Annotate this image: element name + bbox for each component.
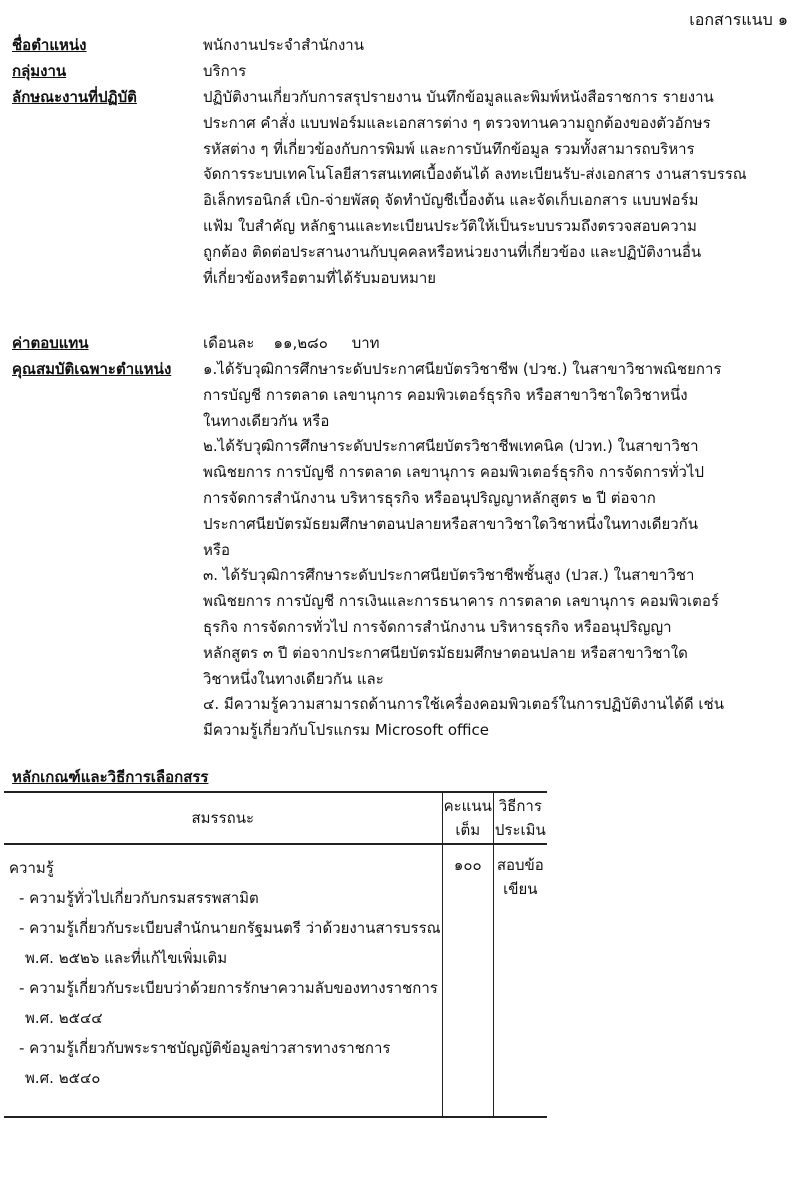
table-header-row (4, 792, 547, 844)
duties-text (203, 85, 747, 291)
qualification-line: ๑.ได้รับวุฒิการศึกษาระดับประกาศนียบัตรวิชาชีพ (ปวช.) ในสาขาวิชาพณิชยการ (203, 360, 722, 378)
qualification-line: ธุรกิจ การจัดการทั่วไป การจัดการสำนักงาน บริหารธุรกิจ หรืออนุปริญญา (203, 617, 672, 636)
header-competency: สมรรถนะ (4, 792, 442, 844)
competency-line: พ.ศ. ๒๕๔๐ (25, 1069, 101, 1087)
qualification-line: ในทางเดียวกัน หรือ (203, 411, 330, 430)
group-label: กลุ่มงาน (12, 62, 67, 80)
header-method: วิธีการประเมิน (493, 792, 546, 844)
compensation-value: เดือนละ ๑๑,๒๘๐ บาท (203, 334, 380, 352)
qualification-line: วิชาหนึ่งในทางเดียวกัน และ (203, 669, 384, 688)
compensation-label: ค่าตอบแทน (12, 334, 89, 352)
qualification-line: พณิชยการ การบัญชี การตลาด เลขานุการ คอมพิวเตอร์ธุรกิจ การจัดการทั่วไป (203, 463, 704, 482)
competency-line: ความรู้ (9, 859, 54, 877)
qualification-line: การจัดการสำนักงาน บริหารธุรกิจ หรืออนุปริญญาหลักสูตร ๒ ปี ต่อจาก (203, 488, 656, 507)
attachment-label: เอกสารแนบ ๑ (689, 10, 788, 29)
duties-line: แฟ้ม ใบสำคัญ หลักฐานและทะเบียนประวัติให้เป็นระบบรวมถึงตรวจสอบความ (203, 216, 697, 235)
duties-line: ประกาศ คำสั่ง แบบฟอร์มและเอกสารต่าง ๆ ตรวจทานความถูกต้องของตัวอักษร (203, 113, 711, 132)
duties-line: จัดการระบบเทคโนโลยีสารสนเทศเบื้องต้นได้ ลงทะเบียนรับ-ส่งเอกสาร งานสารบรรณ (203, 165, 747, 184)
group-value: บริการ (203, 62, 247, 80)
competency-cell (4, 844, 442, 1117)
position-label: ชื่อตำแหน่ง (12, 36, 87, 54)
duties-line: ปฏิบัติงานเกี่ยวกับการสรุปรายงาน บันทึกข้อมูลและพิมพ์หนังสือราชการ รายงาน (203, 88, 714, 106)
full-score-cell: ๑๐๐ (442, 844, 493, 1117)
competency-line: พ.ศ. ๒๕๒๖ และที่แก้ไขเพิ่มเติม (25, 949, 228, 967)
selection-title: หลักเกณฑ์และวิธีการเลือกสรร (12, 768, 209, 786)
qualifications-text (203, 357, 724, 744)
competency-line: - ความรู้ทั่วไปเกี่ยวกับกรมสรรพสามิต (19, 889, 259, 907)
selection-table (4, 791, 547, 1118)
position-value: พนักงานประจำสำนักงาน (203, 36, 364, 54)
table-row (4, 844, 547, 1117)
duties-label: ลักษณะงานที่ปฏิบัติ (12, 88, 137, 106)
qualification-line: การบัญชี การตลาด เลขานุการ คอมพิวเตอร์ธุรกิจ หรือสาขาวิชาใดวิชาหนึ่ง (203, 385, 688, 404)
qualification-line: ๒.ได้รับวุฒิการศึกษาระดับประกาศนียบัตรวิชาชีพเทคนิค (ปวท.) ในสาขาวิชา (203, 437, 699, 456)
qualification-line: หลักสูตร ๓ ปี ต่อจากประกาศนียบัตรมัธยมศึกษาตอนปลาย หรือสาขาวิชาใด (203, 643, 688, 662)
qualification-line: ๓. ได้รับวุฒิการศึกษาระดับประกาศนียบัตรวิชาชีพชั้นสูง (ปวส.) ในสาขาวิชา (203, 566, 695, 585)
duties-line: รหัสต่าง ๆ ที่เกี่ยวข้องกับการพิมพ์ และการบันทึกข้อมูล รวมทั้งสามารถบริหาร (203, 139, 695, 158)
competency-line: - ความรู้เกี่ยวกับพระราชบัญญัติข้อมูลข่าวสารทางราชการ (19, 1039, 391, 1057)
header-full-score: คะแนนเต็ม (442, 792, 493, 844)
qualification-line: ประกาศนียบัตรมัธยมศึกษาตอนปลายหรือสาขาวิชาใดวิชาหนึ่งในทางเดียวกัน (203, 514, 699, 533)
qualification-line: มีความรู้เกี่ยวกับโปรแกรม Microsoft office (203, 721, 490, 740)
competency-line: - ความรู้เกี่ยวกับระเบียบว่าด้วยการรักษาความลับของทางราชการ (19, 979, 438, 997)
duties-line: ที่เกี่ยวข้องหรือตามที่ได้รับมอบหมาย (203, 268, 437, 287)
duties-line: อิเล็กทรอนิกส์ เบิก-จ่ายพัสดุ จัดทำบัญชีเบื้องต้น และจัดเก็บเอกสาร แบบฟอร์ม (203, 191, 699, 210)
qualification-line: ๔. มีความรู้ความสามารถด้านการใช้เครื่องคอมพิวเตอร์ในการปฏิบัติงานได้ดี เช่น (203, 695, 724, 714)
duties-line: ถูกต้อง ติดต่อประสานงานกับบุคคลหรือหน่วยงานที่เกี่ยวข้อง และปฏิบัติงานอื่น (203, 242, 702, 261)
qualifications-label: คุณสมบัติเฉพาะตำแหน่ง (12, 360, 172, 378)
method-cell: สอบข้อเขียน (493, 844, 546, 1117)
competency-line: พ.ศ. ๒๕๔๔ (25, 1009, 103, 1027)
qualification-line: พณิชยการ การบัญชี การเงินและการธนาคาร การตลาด เลขานุการ คอมพิวเตอร์ (203, 592, 719, 611)
qualification-line: หรือ (203, 540, 230, 559)
competency-line: - ความรู้เกี่ยวกับระเบียบสำนักนายกรัฐมนตรี ว่าด้วยงานสารบรรณ (19, 919, 441, 937)
